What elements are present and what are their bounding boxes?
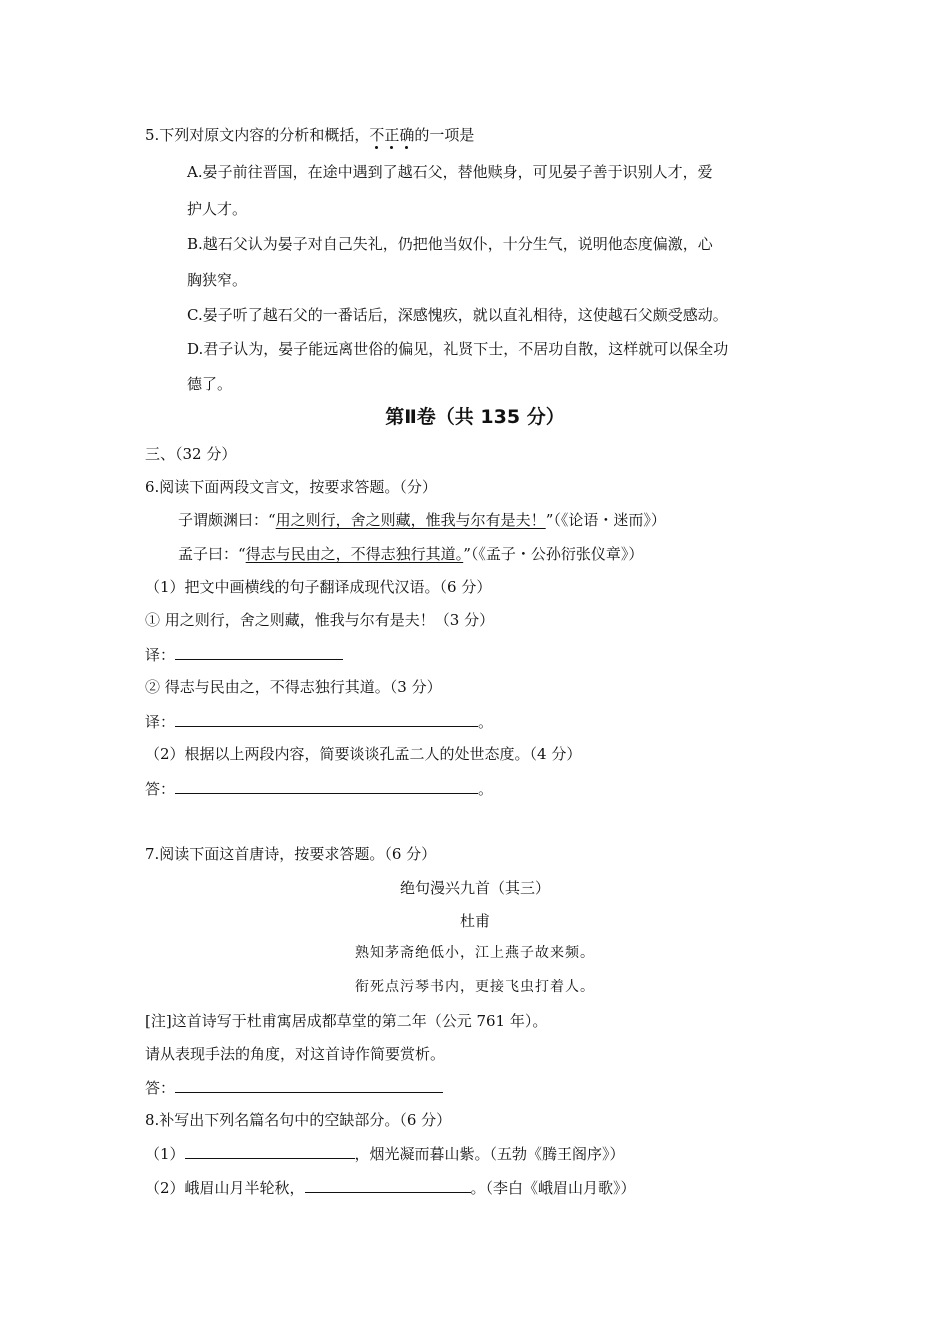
q7-answer: 答：: [145, 1076, 443, 1099]
q6-sub2: （2）根据以上两段内容，简要谈谈孔孟二人的处世态度。（4 分）: [145, 745, 582, 763]
q8-item-1: （1） ，烟光凝而暮山紫。（五勃《腾王阁序》）: [145, 1142, 625, 1165]
q6-answer: 答： 。: [145, 777, 493, 800]
underlined-sentence: 得志与民由之，不得志独行其道。: [245, 545, 464, 563]
poem-line-1: 熟知茅斋绝低小，江上燕子故来频。: [355, 945, 595, 961]
q7-note: [注]这首诗写于杜甫寓居成都草堂的第二年（公元 761 年）。: [145, 1012, 548, 1030]
part2-title: 第Ⅱ卷（共 135 分）: [385, 406, 565, 428]
q8-item-2: （2）峨眉山月半轮秋， 。（李白《峨眉山月歌》）: [145, 1176, 636, 1199]
answer-blank[interactable]: [185, 1142, 355, 1159]
q7-stem: 7.阅读下面这首唐诗，按要求答题。（6 分）: [145, 845, 437, 863]
q5-stem: 5.下列对原文内容的分析和概括，不正确的一项是: [145, 126, 475, 144]
underlined-sentence: 用之则行，舍之则藏，惟我与尔有是夫！: [275, 511, 546, 529]
q5-option-b: B.越石父认为晏子对自己失礼，仍把他当奴仆，十分生气，说明他态度偏激，心: [187, 235, 713, 253]
poem-author: 杜甫: [459, 912, 490, 930]
section-heading: 三、（32 分）: [145, 445, 237, 463]
q5-option-d-cont: 德了。: [187, 375, 233, 393]
poem-title: 绝句漫兴九首（其三）: [399, 879, 550, 897]
q6-sub1: （1）把文中画横线的句子翻译成现代汉语。（6 分）: [145, 578, 492, 596]
q7-question: 请从表现手法的角度，对这首诗作简要赏析。: [145, 1045, 446, 1063]
emphasis-char: 不: [369, 126, 385, 144]
poem-line-2: 衔死点污琴书内，更接飞虫打着人。: [355, 979, 595, 995]
answer-blank[interactable]: [175, 1076, 443, 1093]
q6-translation-2: 译： 。: [145, 710, 493, 733]
q5-option-a: A.晏子前往晋国，在途中遇到了越石父，替他赎身，可见晏子善于识别人才，爱: [187, 163, 713, 181]
q6-passage-2: 孟子曰：“得志与民由之，不得志独行其道。”（《孟子・公孙衍张仪章》）: [178, 545, 644, 563]
q5-option-a-cont: 护人才。: [187, 200, 248, 218]
q6-passage-1: 子谓颇渊曰：“用之则行，舍之则藏，惟我与尔有是夫！”（《论语・迷而》）: [178, 511, 666, 529]
q5-option-b-cont: 胸狭窄。: [187, 271, 248, 289]
answer-blank[interactable]: [175, 777, 478, 794]
q6-stem: 6.阅读下面两段文言文，按要求答题。（分）: [145, 478, 437, 496]
q6-item1: ① 用之则行，舍之则藏，惟我与尔有是夫！（3 分）: [145, 611, 495, 629]
q6-item2: ② 得志与民由之，不得志独行其道。（3 分）: [145, 678, 442, 696]
q6-translation-1: 译：: [145, 643, 343, 666]
emphasis-char: 正: [384, 126, 400, 144]
q8-stem: 8.补写出下列名篇名句中的空缺部分。（6 分）: [145, 1111, 452, 1129]
q5-option-d: D.君子认为，晏子能远离世俗的偏见，礼贤下士，不居功自散，这样就可以保全功: [187, 340, 729, 358]
answer-blank[interactable]: [305, 1176, 471, 1193]
emphasis-char: 确: [399, 126, 415, 144]
q5-option-c: C.晏子听了越石父的一番话后，深感愧疚，就以直礼相待，这使越石父颇受感动。: [187, 306, 728, 324]
answer-blank[interactable]: [175, 643, 343, 660]
answer-blank[interactable]: [175, 710, 478, 727]
